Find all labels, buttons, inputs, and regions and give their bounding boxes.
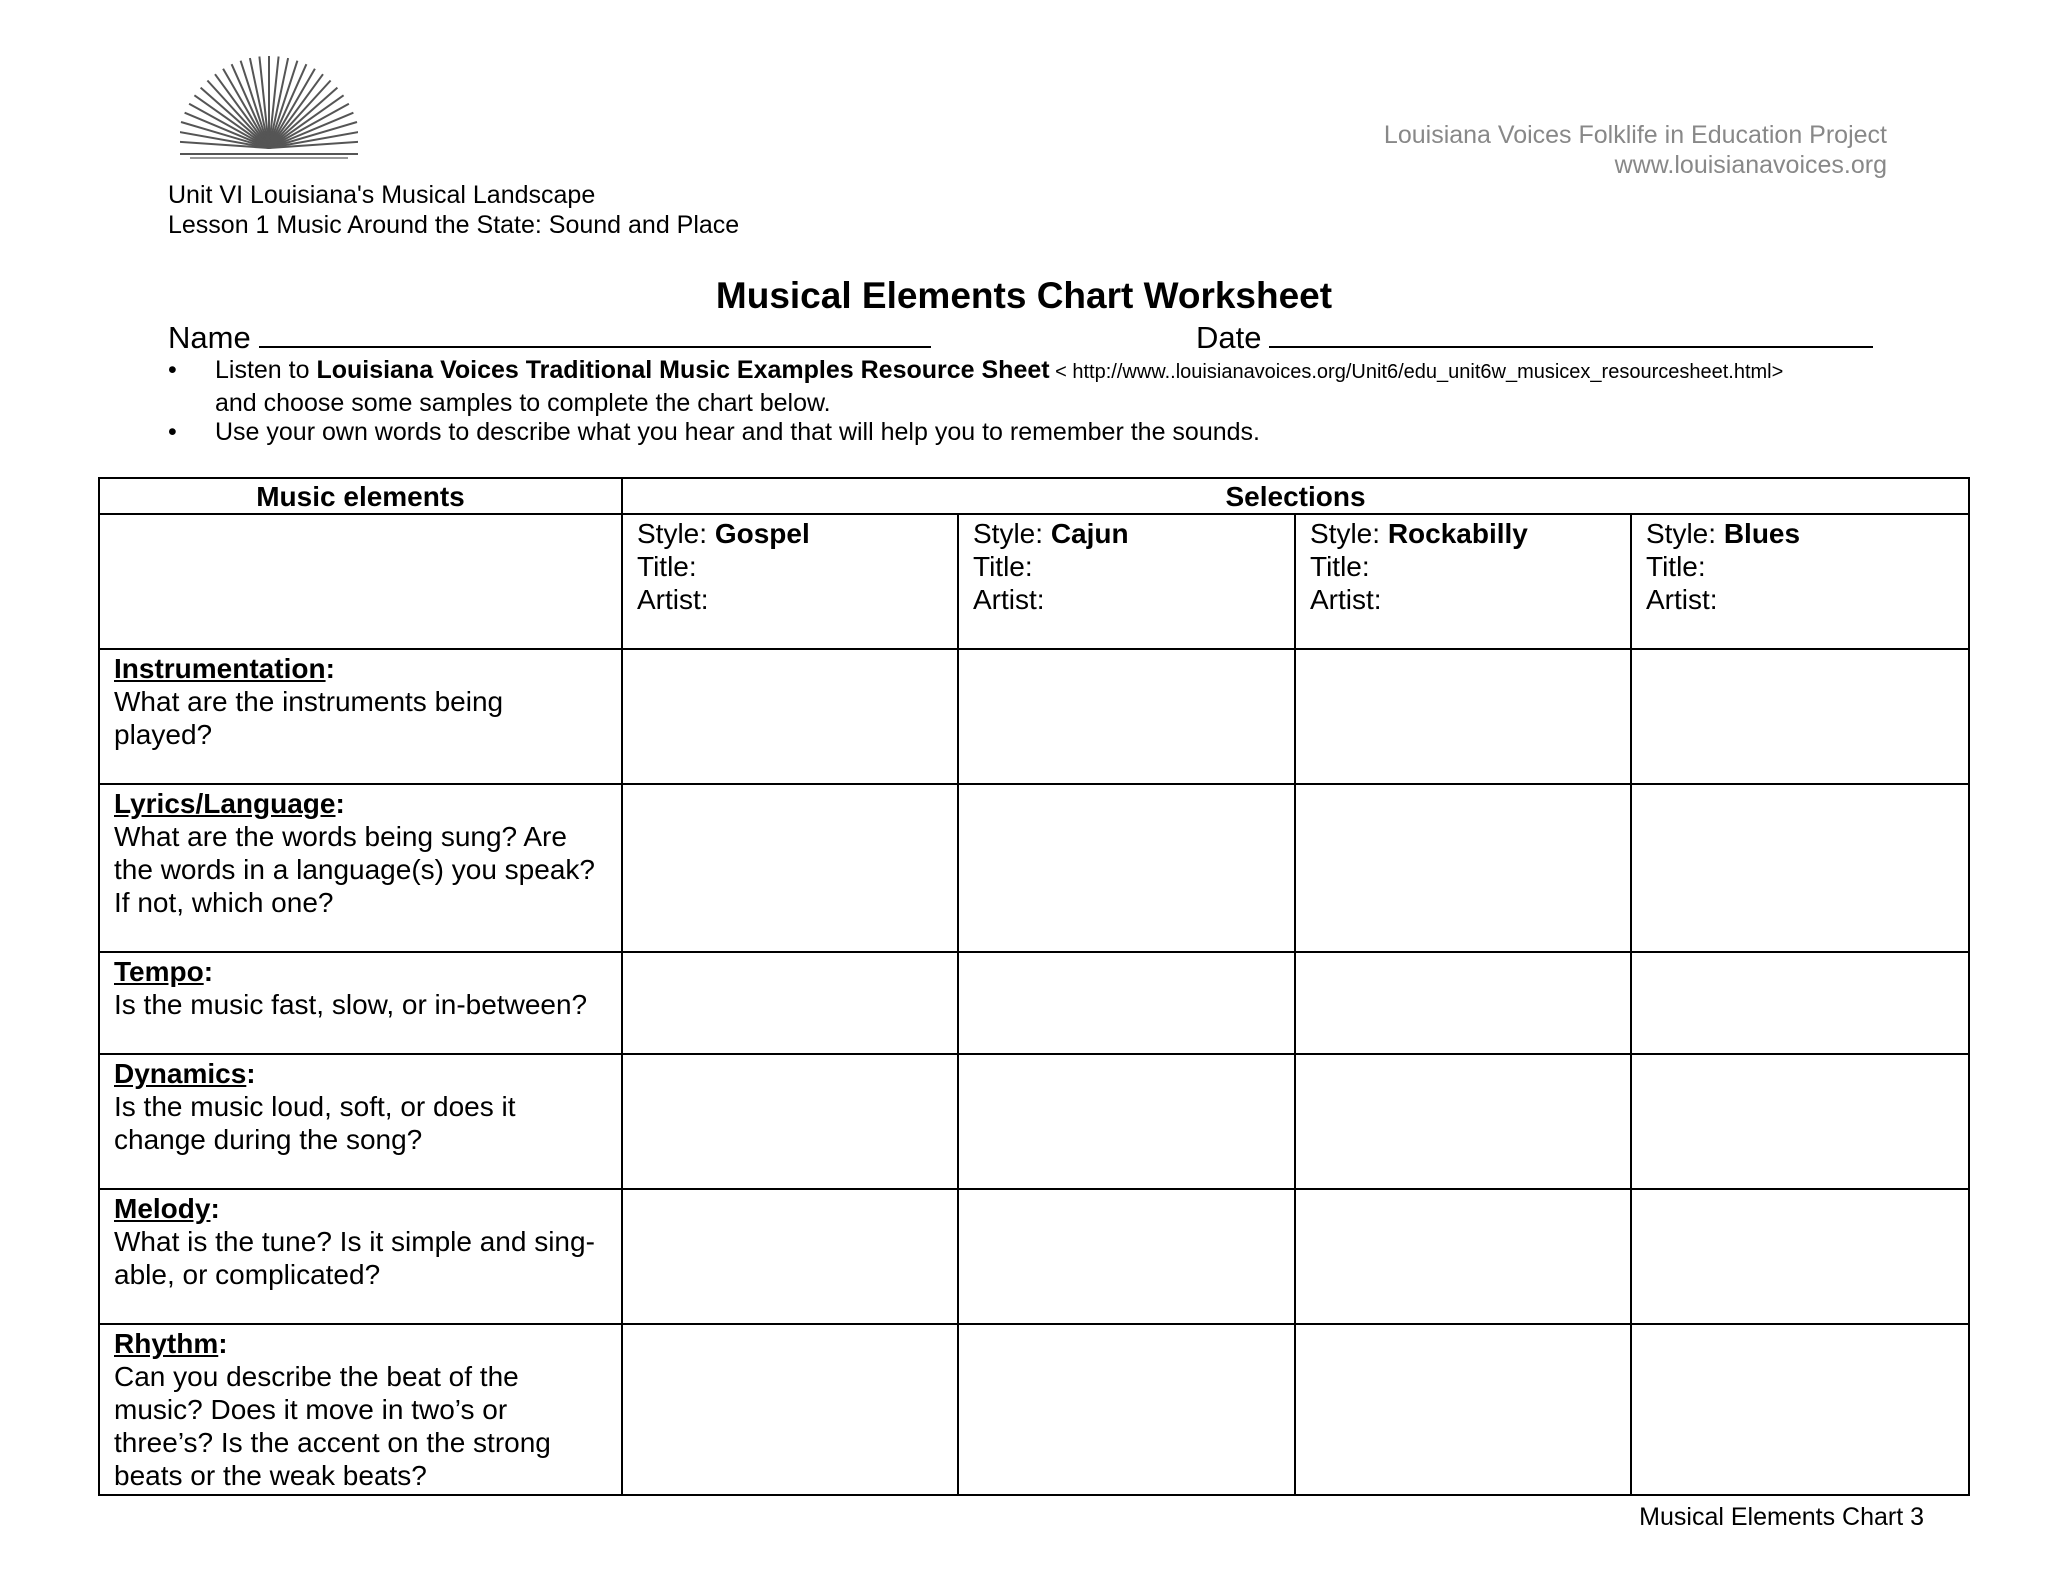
style-name: Gospel xyxy=(714,518,810,549)
date-blank-line[interactable] xyxy=(1269,318,1873,348)
answer-cell[interactable] xyxy=(622,952,958,1054)
selections-header: Selections xyxy=(622,478,1969,514)
page-title: Musical Elements Chart Worksheet xyxy=(715,275,1333,316)
selection-style-cell[interactable] xyxy=(1295,514,1631,649)
style-label: Style: xyxy=(1310,518,1388,549)
element-name: Rhythm xyxy=(114,1328,219,1359)
resource-sheet-url: < http://www..louisianavoices.org/Unit6/edu_unit6w_musicex_resourcesheet.html> xyxy=(1049,361,1784,383)
musical-elements-table xyxy=(98,477,1970,1496)
artist-label: Artist: xyxy=(637,584,709,615)
answer-cell[interactable] xyxy=(622,784,958,952)
style-name: Cajun xyxy=(1050,518,1129,549)
artist-label: Artist: xyxy=(973,584,1045,615)
bullet-icon: • xyxy=(168,418,177,446)
element-cell xyxy=(99,1054,622,1189)
element-colon: : xyxy=(210,1193,220,1224)
instruction-1-prefix: Listen to xyxy=(215,356,317,384)
element-question: What are the instruments being played? xyxy=(114,686,504,750)
style-label: Style: xyxy=(1646,518,1724,549)
element-name: Lyrics/Language xyxy=(114,788,336,819)
table-row xyxy=(99,952,1969,1054)
answer-cell[interactable] xyxy=(958,1189,1295,1324)
style-label: Style: xyxy=(637,518,715,549)
title-label: Title: xyxy=(1646,551,1706,582)
selection-style-cell[interactable] xyxy=(958,514,1295,649)
table-row xyxy=(99,784,1969,952)
element-cell xyxy=(99,952,622,1054)
table-row xyxy=(99,1324,1969,1495)
answer-cell[interactable] xyxy=(1631,1054,1969,1189)
answer-cell[interactable] xyxy=(958,1324,1295,1495)
lesson-title: Lesson 1 Music Around the State: Sound and Place xyxy=(168,211,740,239)
style-row xyxy=(99,514,1969,649)
style-name: Blues xyxy=(1723,518,1801,549)
instruction-bullet-2 xyxy=(168,417,1908,448)
answer-cell[interactable] xyxy=(958,952,1295,1054)
resource-sheet-name: Louisiana Voices Traditional Music Examples Resource Sheet xyxy=(316,356,1050,384)
org-name: Louisiana Voices Folklife in Education Project xyxy=(1383,121,1887,149)
answer-cell[interactable] xyxy=(958,784,1295,952)
element-cell xyxy=(99,649,622,784)
page-footer: Musical Elements Chart 3 xyxy=(1639,1503,1924,1531)
title-label: Title: xyxy=(973,551,1033,582)
instruction-2-text: Use your own words to describe what you hear and that will help you to remember the sounds. xyxy=(215,418,1260,446)
answer-cell[interactable] xyxy=(622,1324,958,1495)
unit-title: Unit VI Louisiana's Musical Landscape xyxy=(168,181,596,209)
answer-cell[interactable] xyxy=(1295,1054,1631,1189)
element-cell xyxy=(99,784,622,952)
element-colon: : xyxy=(246,1058,256,1089)
element-cell xyxy=(99,1324,622,1495)
table-row xyxy=(99,1189,1969,1324)
element-question: What are the words being sung? Are the words in a language(s) you speak? If not, which one? xyxy=(114,821,595,918)
answer-cell[interactable] xyxy=(1295,1324,1631,1495)
style-label: Style: xyxy=(973,518,1051,549)
element-name: Instrumentation xyxy=(114,653,326,684)
answer-cell[interactable] xyxy=(958,1054,1295,1189)
element-question: Can you describe the beat of the music? Does it move in two’s or three’s? Is the accent on the strong beats or the weak beats? xyxy=(114,1361,551,1491)
name-field[interactable] xyxy=(168,318,931,358)
element-question: Is the music loud, soft, or does it change during the song? xyxy=(114,1091,516,1155)
answer-cell[interactable] xyxy=(1295,1189,1631,1324)
empty-corner-cell xyxy=(99,514,622,649)
answer-cell[interactable] xyxy=(1295,649,1631,784)
element-name: Dynamics xyxy=(114,1058,247,1089)
org-url: www.louisianavoices.org xyxy=(1614,151,1887,179)
answer-cell[interactable] xyxy=(622,1189,958,1324)
table-row xyxy=(99,649,1969,784)
element-name: Melody xyxy=(114,1193,211,1224)
element-colon: : xyxy=(203,956,214,987)
answer-cell[interactable] xyxy=(1295,784,1631,952)
selection-style-cell[interactable] xyxy=(622,514,958,649)
element-question: What is the tune? Is it simple and sing-able, or complicated? xyxy=(114,1226,595,1290)
table-header-row xyxy=(99,478,1969,514)
element-colon: : xyxy=(335,788,345,819)
title-label: Title: xyxy=(637,551,697,582)
music-elements-header: Music elements xyxy=(99,478,622,514)
element-colon: : xyxy=(218,1328,228,1359)
answer-cell[interactable] xyxy=(1631,1324,1969,1495)
name-label: Name xyxy=(168,320,251,355)
bullet-icon: • xyxy=(168,356,177,384)
answer-cell[interactable] xyxy=(1631,952,1969,1054)
answer-cell[interactable] xyxy=(1631,1189,1969,1324)
answer-cell[interactable] xyxy=(1631,784,1969,952)
name-blank-line[interactable] xyxy=(259,318,931,348)
element-question: Is the music fast, slow, or in-between? xyxy=(114,989,588,1020)
instruction-1-rest: and choose some samples to complete the chart below. xyxy=(215,389,831,417)
table-row xyxy=(99,1054,1969,1189)
answer-cell[interactable] xyxy=(1295,952,1631,1054)
title-label: Title: xyxy=(1310,551,1370,582)
answer-cell[interactable] xyxy=(1631,649,1969,784)
date-field[interactable] xyxy=(1196,318,1873,358)
answer-cell[interactable] xyxy=(622,1054,958,1189)
element-cell xyxy=(99,1189,622,1324)
element-colon: : xyxy=(325,653,335,684)
date-label: Date xyxy=(1196,320,1262,355)
artist-label: Artist: xyxy=(1310,584,1382,615)
answer-cell[interactable] xyxy=(958,649,1295,784)
instruction-bullet-1 xyxy=(168,355,1908,419)
element-name: Tempo xyxy=(114,956,204,987)
artist-label: Artist: xyxy=(1646,584,1718,615)
fan-logo-icon xyxy=(180,50,358,160)
selection-style-cell[interactable] xyxy=(1631,514,1969,649)
style-name: Rockabilly xyxy=(1387,518,1528,549)
answer-cell[interactable] xyxy=(622,649,958,784)
